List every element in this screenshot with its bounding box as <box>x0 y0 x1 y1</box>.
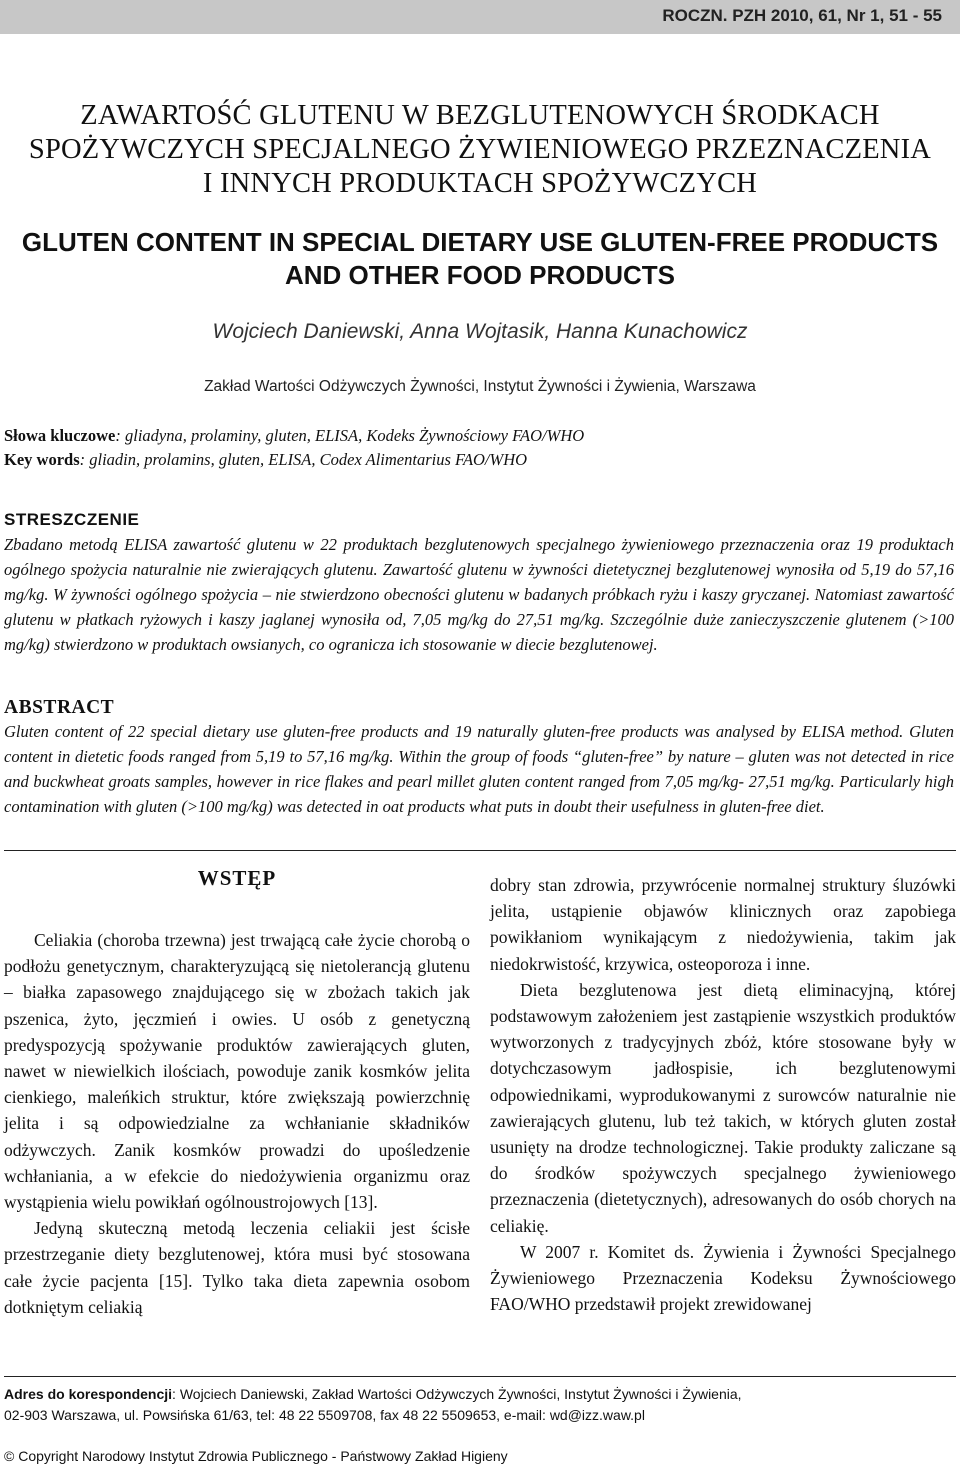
abstract-heading: ABSTRACT <box>4 697 115 718</box>
streszczenie-heading: STRESZCZENIE <box>4 510 140 529</box>
title-polish-line-2: SPOŻYWCZYCH SPECJALNEGO ŻYWIENIOWEGO PRZEZNACZENIA <box>28 134 932 165</box>
streszczenie-text: Zbadano metodą ELISA zawartość glutenu w 22 produktach bezglutenowych specjalnego żywieniowego przeznaczenia oraz 19 produktach ogólnego spożycia naturalnie nie zwierających glutenu. Zawartość glutenu w żywności dietetycznej bezglutenowej wynosiła od 5,19 do 57,16 mg/kg. W żywności ogólnego spożycia – nie stwierdzono obecności glutenu w badanych próbkach ryżu i kaszy gryczanej. Natomiast zawartość glutenu w płatkach ryżowych i kaszy jaglanej wynosiła od, 7,05 mg/kg do 27,51 mg/kg. Szczególnie duże zanieczyszczenie glutenem (>100 mg/kg) stwierdzono w produktach owsianych, co ogranicza ich stosowanie w diecie bezglutenowej. <box>4 535 954 654</box>
intro-right-column <box>490 872 956 1317</box>
section-divider <box>4 850 956 851</box>
journal-header-band <box>0 0 960 34</box>
title-polish-line-3: I INNYCH PRODUKTACH SPOŻYWCZYCH <box>202 168 758 199</box>
intro-heading: WSTĘP <box>197 866 277 890</box>
intro-paragraph-5: W 2007 r. Komitet ds. Żywienia i Żywności Specjalnego Żywieniowego Przeznaczenia Kodeksu Żywnościowego FAO/WHO przedstawił projekt zrewidowanej <box>490 1241 956 1315</box>
correspondence-label: Adres do korespondencji <box>4 1386 173 1402</box>
keywords-polish <box>4 424 944 447</box>
affiliation: Zakład Wartości Odżywczych Żywności, Instytut Żywności i Żywienia, Warszawa <box>204 378 756 395</box>
correspondence-address <box>4 1384 956 1426</box>
intro-paragraph-2: Jedyną skuteczną metodą leczenia celiakii jest ścisłe przestrzeganie diety bezglutenowej, która musi być stosowana całe życie pacjenta [15]. Tylko taka dieta zapewnia osobom dotkniętym celiakią <box>4 1218 470 1317</box>
intro-paragraph-1: Celiakia (choroba trzewna) jest trwającą całe życie chorobą o podłożu genetycznym, charakteryzującą się nietolerancją glutenu – białka zapasowego znajdującego się w zbożach takich jak pszenica, żyto, jęczmień i owies. U osób z genetyczną predyspozycją spożywanie produktów zawierających gluten, nawet w niewielkich ilościach, powoduje zanik kosmków jelita cienkiego, maleńkich struktur, które zwiększają powierzchnię jelita i są odpowiedzialne za wchłanianie składników odżywczych. Zanik kosmków prowadzi do upośledzenie wchłaniania, a w efekcie do niedożywienia organizmu oraz wystąpienia wielu powikłań ogólnoustrojowych [13]. <box>4 930 470 1213</box>
keywords-english-separator: : <box>79 450 86 469</box>
keywords-polish-label: Słowa kluczowe <box>4 426 116 445</box>
keywords-english <box>4 448 944 471</box>
intro-paragraph-3: dobry stan zdrowia, przywrócenie normalnej struktury śluzówki jelita, ustąpienie objawów klinicznych oraz zapobiega powikłaniom wynikającym z niedożywienia, takim jak niedokrwistość, krzywica, osteoporoza i inne. <box>490 875 956 974</box>
correspondence-line-2: 02-903 Warszawa, ul. Powsińska 61/63, tel: 48 22 5509708, fax 48 22 5509653, e-mail: wd@izz.waw.pl <box>4 1407 645 1423</box>
keywords-english-label: Key words <box>4 450 80 469</box>
intro-paragraph-4: Dieta bezglutenowa jest dietą eliminacyjną, której podstawowym założeniem jest zastąpienie wszystkich produktów wytworzonych z tradycyjnych zbóż, które stosowane były w dotychczasowym jadłospisie, ich bezglutenowymi odpowiednikami, wyprodukowanymi z surowców naturalnie nie zawierających glutenu, lub też takich, w których gluten został usunięty na drodze technologicznej. Takie produkty zaliczane są do środków spożywczych specjalnego żywieniowego przeznaczenia (dietetycznych), adresowanych do osób chorych na celiakię. <box>490 979 956 1236</box>
authors: Wojciech Daniewski, Anna Wojtasik, Hanna Kunachowicz <box>212 320 748 343</box>
abstract-text: Gluten content of 22 special dietary use gluten-free products and 19 naturally gluten-free products was analysed by ELISA method. Gluten content in dietetic foods ranged from 5,19 to 57,16 mg/kg. Within the group of foods “gluten-free” by nature – gluten was not detected in rice and buckwheat groats samples, however in rice flakes and pearl millet gluten content ranged from 7,05 mg/kg- 27,51 mg/kg. Particularly high contamination with gluten (>100 mg/kg) was detected in oat products what puts in doubt their usefulness in gluten-free diet. <box>4 722 954 816</box>
intro-left-column <box>4 927 470 1320</box>
keywords-polish-text: gliadyna, prolaminy, gluten, ELISA, Kodeks Żywnościowy FAO/WHO <box>120 426 585 445</box>
copyright-notice: © Copyright Narodowy Instytut Zdrowia Publicznego - Państwowy Zakład Higieny <box>4 1448 508 1464</box>
correspondence-line-1: : Wojciech Daniewski, Zakład Wartości Odżywczych Żywności, Instytut Żywności i Żywienia, <box>172 1386 742 1402</box>
journal-reference: ROCZN. PZH 2010, 61, Nr 1, 51 - 55 <box>662 6 942 25</box>
title-polish <box>0 99 960 201</box>
keywords-polish-separator: : <box>115 426 121 445</box>
footer-divider <box>4 1376 956 1377</box>
title-english <box>0 226 960 292</box>
title-english-line-1: GLUTEN CONTENT IN SPECIAL DIETARY USE GLUTEN-FREE PRODUCTS <box>21 227 939 257</box>
title-polish-line-1: ZAWARTOŚĆ GLUTENU W BEZGLUTENOWYCH ŚRODKACH <box>80 100 880 131</box>
keywords-english-text: gliadin, prolamins, gluten, ELISA, Codex Alimentarius FAO/WHO <box>85 450 528 469</box>
title-english-line-2: AND OTHER FOOD PRODUCTS <box>285 260 675 290</box>
